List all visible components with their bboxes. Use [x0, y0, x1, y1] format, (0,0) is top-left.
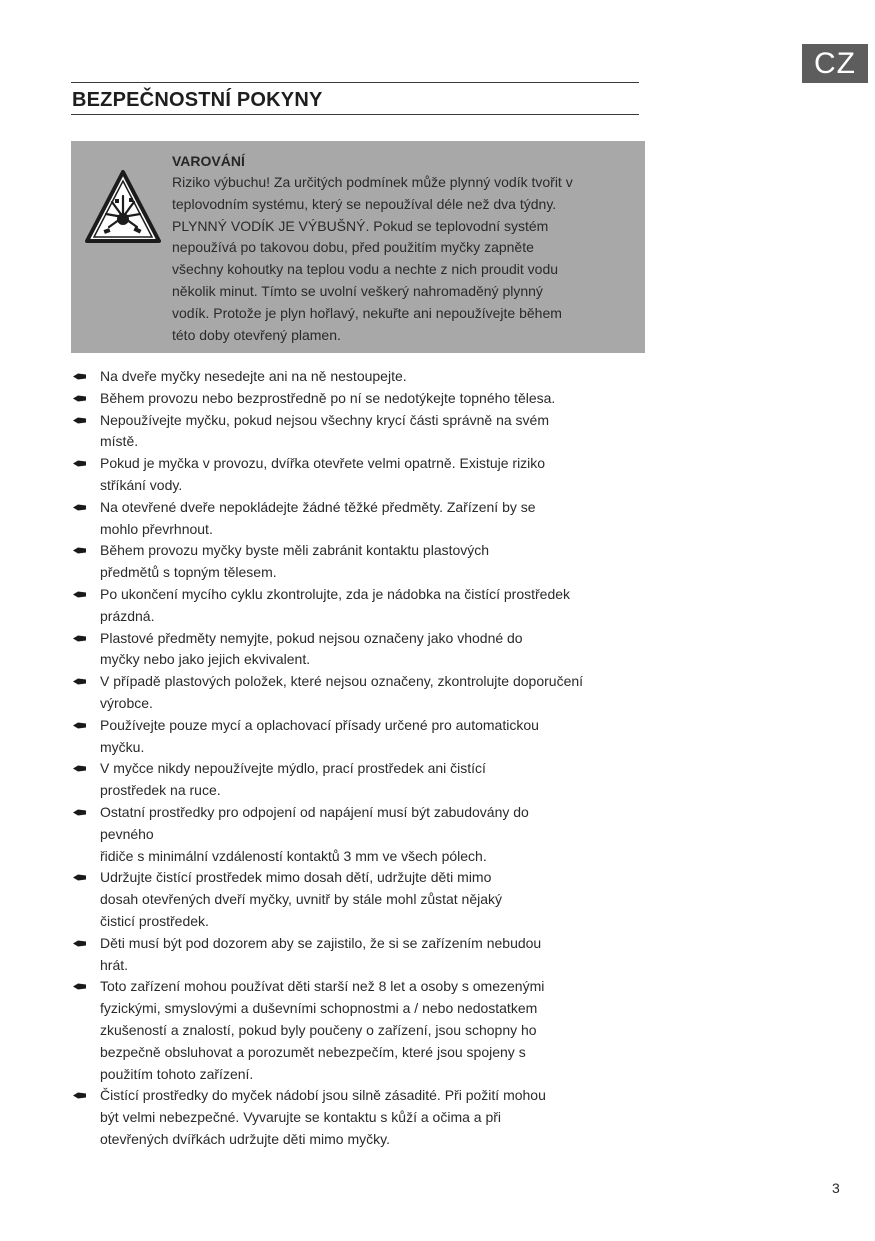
warning-heading: VAROVÁNÍ	[172, 153, 245, 169]
list-item-text: V myčce nikdy nepoužívejte mýdlo, prací prostředek ani čistící prostředek na ruce.	[100, 760, 486, 799]
list-item	[72, 628, 642, 672]
list-item	[72, 715, 642, 759]
list-item-text: Používejte pouze mycí a oplachovací přísady určené pro automatickou myčku.	[100, 716, 539, 755]
list-item-text: Pokud je myčka v provozu, dvířka otevřete velmi opatrně. Existuje riziko stříkání vody.	[100, 455, 546, 493]
page-number: 3	[832, 1180, 840, 1196]
bullet-icon	[73, 591, 86, 598]
bullet-icon	[73, 1092, 86, 1099]
explosive-hazard-icon	[84, 169, 162, 245]
bullet-icon	[73, 983, 86, 990]
section-title: BEZPEČNOSTNÍ POKYNY	[72, 89, 323, 111]
list-item	[72, 388, 642, 410]
list-item-text: Po ukončení mycího cyklu zkontrolujte, zda je nádobka na čistící prostředek prázdná.	[100, 585, 571, 624]
list-item-text: Během provozu myčky byste měli zabránit kontaktu plastových předmětů s topným tělesem.	[100, 542, 490, 581]
bullet-icon	[73, 722, 86, 729]
bullet-icon	[73, 940, 86, 947]
bullet-icon	[73, 504, 86, 511]
list-item	[72, 758, 642, 802]
list-item	[72, 410, 642, 454]
list-item-text: Toto zařízení mohou používat děti starší než 8 let a osoby s omezenými fyzickými, smyslovými a duševními schopnostmi a / nebo nedostatkem zkušeností a znalostí, pokud byly poučeny o zařízení, jsou schopny ho bezpečně obsluhovat a porozumět nebezpečím, které jsou spojeny s použitím tohoto zařízení.	[100, 978, 545, 1082]
list-item-text: Děti musí být pod dozorem aby se zajistilo, že si se zařízením nebudou hrát.	[100, 934, 542, 973]
list-item-text: Během provozu nebo bezprostředně po ní se nedotýkejte topného tělesa.	[100, 389, 556, 406]
list-item-text: V případě plastových položek, které nejsou označeny, zkontrolujte doporučení výrobce.	[100, 673, 584, 711]
list-item	[72, 366, 642, 388]
bullet-icon	[73, 417, 86, 424]
list-item	[72, 671, 642, 715]
bullet-icon	[73, 373, 86, 380]
list-item-text: Na otevřené dveře nepokládejte žádné těžké předměty. Zařízení by se mohlo převrhnout.	[100, 498, 536, 537]
list-item	[72, 1085, 642, 1150]
list-item-text: Na dveře myčky nesedejte ani na ně nestoupejte.	[100, 368, 407, 384]
list-item	[72, 497, 642, 541]
list-item	[72, 933, 642, 977]
warning-text: Riziko výbuchu! Za určitých podmínek může plynný vodík tvořit v teplovodním systému, který se nepoužíval déle než dva týdny. PLYNNÝ VODÍK JE VÝBUŠNÝ. Pokud se teplovodní systém nepoužívá po takovou dobu, před použitím myčky zapněte všechny kohoutky na teplou vodu a nechte z nich proudit vodu několik minut. Tímto se uvolní veškerý nahromaděný plynný vodík. Protože je plyn hořlavý, nekuřte ani nepoužívejte během této doby otevřený plamen.	[172, 174, 573, 343]
list-item	[72, 867, 642, 932]
list-item-text: Nepoužívejte myčku, pokud nejsou všechny krycí části správně na svém místě.	[100, 411, 549, 450]
list-item	[72, 540, 642, 584]
list-item	[72, 453, 642, 497]
bullet-icon	[73, 874, 86, 881]
safety-instructions-list	[72, 366, 642, 1151]
bullet-icon	[73, 765, 86, 772]
list-item-text: Čistící prostředky do myček nádobí jsou silně zásadité. Při požití mohou být velmi nebezpečné. Vyvarujte se kontaktu s kůží a očima a při otevřených dvířkách udržujte děti mimo myčky.	[100, 1087, 546, 1147]
bullet-icon	[73, 678, 86, 685]
list-item-text: Udržujte čistící prostředek mimo dosah dětí, udržujte děti mimo dosah otevřených dveří myčky, uvnitř by stále mohl zůstat nějaký čisticí prostředek.	[100, 869, 503, 929]
bullet-icon	[73, 809, 86, 816]
title-rule-bottom	[71, 114, 639, 115]
list-item-text: Ostatní prostředky pro odpojení od napájení musí být zabudovány do pevného řidiče s minimální vzdáleností kontaktů 3 mm ve všech pólech.	[100, 803, 529, 864]
list-item	[72, 584, 642, 628]
title-rule-top	[71, 82, 639, 83]
list-item	[72, 976, 642, 1085]
bullet-icon	[73, 547, 86, 554]
list-item-text: Plastové předměty nemyjte, pokud nejsou označeny jako vhodné do myčky nebo jako jejich ekvivalent.	[100, 629, 523, 668]
language-badge: CZ	[802, 44, 868, 83]
bullet-icon	[73, 635, 86, 642]
warning-box	[71, 141, 645, 353]
bullet-icon	[73, 395, 86, 402]
bullet-icon	[73, 460, 86, 467]
list-item	[72, 802, 642, 867]
